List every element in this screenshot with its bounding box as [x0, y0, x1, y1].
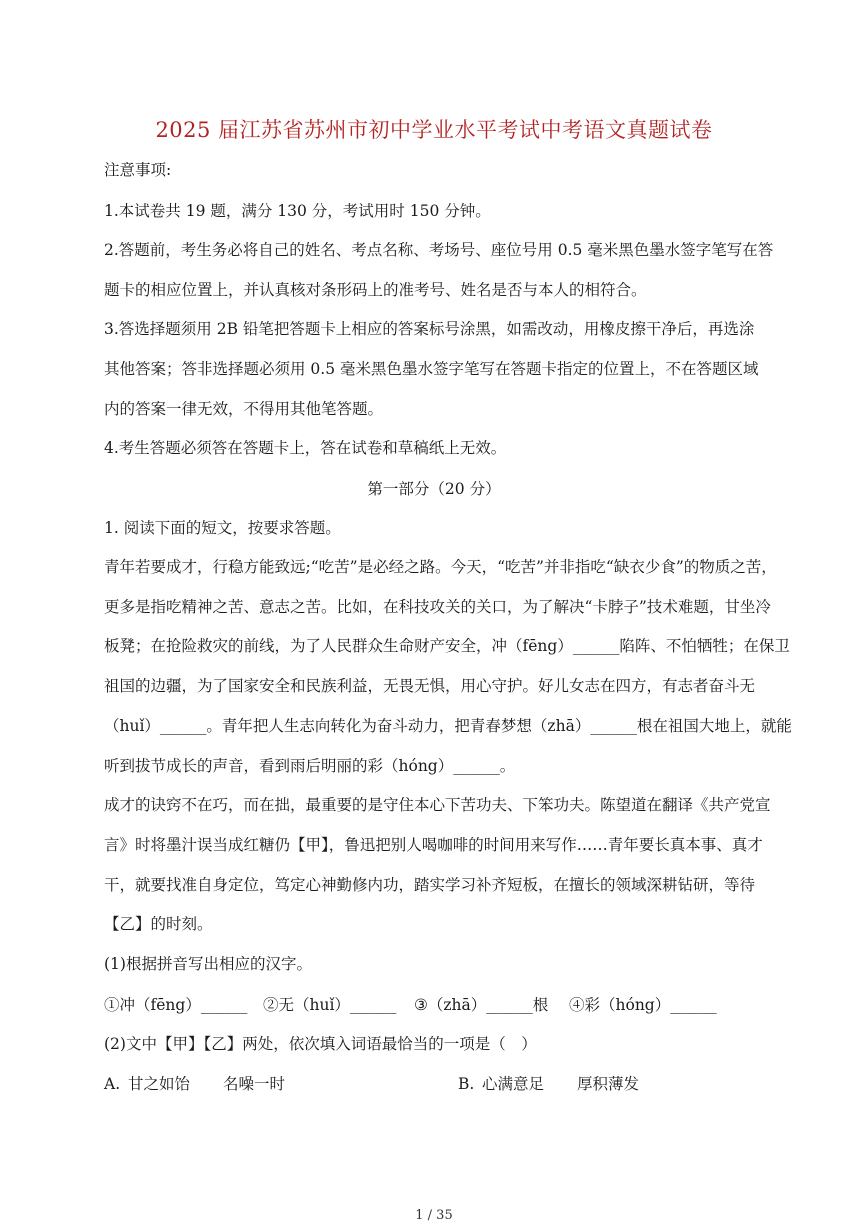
notice-heading: 注意事项: — [104, 161, 172, 179]
passage-line: 成才的诀窍不在巧，而在拙，最重要的是守住本心下苦功夫、下笨功夫。陈望道在翻译《共产党宣 — [104, 796, 771, 814]
notice-line: 题卡的相应位置上，并认真核对条形码上的准考号、姓名是否与本人的相符合。 — [104, 281, 647, 299]
option-letter: A. — [104, 1075, 121, 1093]
page-number: 1 / 35 — [415, 1208, 453, 1223]
blank-item: ④彩（hóng）______ — [569, 996, 717, 1014]
passage-line: （huǐ）______。青年把人生志向转化为奋斗动力，把青春梦想（zhā）______根在祖国大地上，就能 — [104, 717, 792, 735]
notice-line: 3.答选择题须用 2B 铅笔把答题卡上相应的答案标号涂黑，如需改动，用橡皮擦干净后，再选涂 — [104, 320, 755, 338]
blank-item: ③（zhā）______根 — [414, 996, 549, 1014]
passage-line: 干，就要找准自身定位，笃定心神勤修内功，踏实学习补齐短板，在擅长的领域深耕钻研，等待 — [104, 876, 756, 894]
passage-line: 板凳；在抢险救灾的前线，为了人民群众生命财产安全，冲（fēng）______陷阵、不怕牺牲；在保卫 — [104, 637, 790, 655]
option-letter: B. — [458, 1075, 475, 1093]
passage-line: 青年若要成才，行稳方能致远;“吃苦”是必经之路。今天，“吃苦”并非指吃“缺衣少食”的物质之苦， — [104, 558, 777, 576]
option-word: 厚积薄发 — [577, 1075, 640, 1093]
passage-line: 更多是指吃精神之苦、意志之苦。比如，在科技攻关的关口，为了解决“卡脖子”技术难题，甘坐冷 — [104, 598, 771, 616]
sub-question-2: (2)文中【甲】【乙】两处，依次填入词语最恰当的一项是（ ） — [104, 1035, 537, 1053]
document-title: 2025 届江苏省苏州市初中学业水平考试中考语文真题试卷 — [155, 118, 713, 142]
passage-line: 听到拔节成长的声音，看到雨后明丽的彩（hóng）______。 — [104, 757, 516, 775]
passage-line: 祖国的边疆，为了国家安全和民族利益，无畏无惧，用心守护。好儿女志在四方，有志者奋斗无 — [104, 677, 756, 695]
notice-line: 2.答题前，考生务必将自己的姓名、考点名称、考场号、座位号用 0.5 毫米黑色墨水签字笔写在答 — [104, 241, 774, 259]
blank-item: ①冲（fēng）______ — [104, 996, 248, 1014]
part-heading: 第一部分（20 分） — [367, 480, 501, 498]
notice-line: 1.本试卷共 19 题，满分 130 分，考试用时 150 分钟。 — [104, 202, 491, 220]
blank-item: ②无（huǐ）______ — [263, 996, 397, 1014]
notice-line: 4.考生答题必须答在答题卡上，答在试卷和草稿纸上无效。 — [104, 439, 507, 457]
notice-line: 内的答案一律无效，不得用其他笔答题。 — [104, 400, 384, 418]
question-instruction: 1. 阅读下面的短文，按要求答题。 — [104, 519, 341, 537]
passage-line: 言》时将墨汁误当成红糖仍【甲】，鲁迅把别人喝咖啡的时间用来写作……青年要长真本事、真才 — [104, 836, 763, 854]
option-word: 甘之如饴 — [128, 1075, 191, 1093]
passage-line: 【乙】的时刻。 — [104, 915, 213, 933]
sub-question-1: (1)根据拼音写出相应的汉字。 — [104, 955, 312, 973]
option-word: 心满意足 — [482, 1075, 545, 1093]
notice-line: 其他答案；答非选择题必须用 0.5 毫米黑色墨水签字笔写在答题卡指定的位置上，不在答题区域 — [104, 360, 759, 378]
option-word: 名噪一时 — [223, 1075, 286, 1093]
